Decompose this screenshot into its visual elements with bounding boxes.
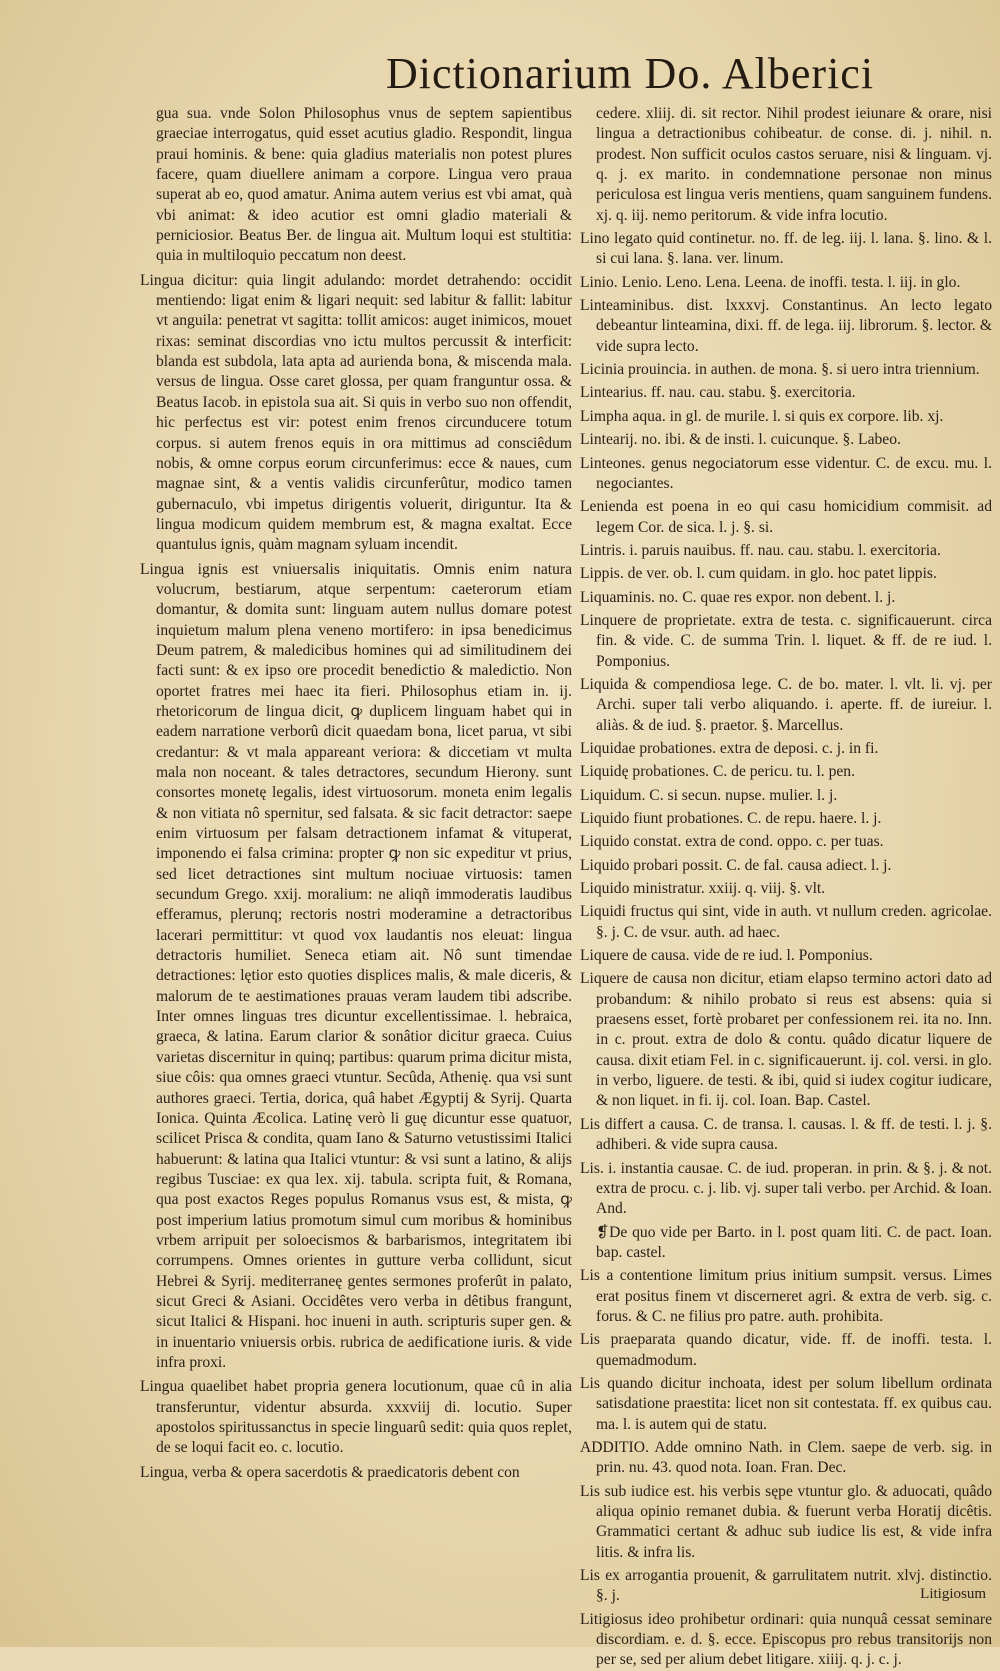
dictionary-entry: Liquere de causa. vide de re iud. l. Pomponius.: [580, 947, 873, 965]
dictionary-entry: Litigiosus ideo prohibetur ordinari: quia nunquâ cessat seminare discordiam. e. d. §. ecce. Episcopus pro rebus transitorijs non per se, sed per alium debet litigare. xiiij. q. j. c. j.: [580, 1610, 992, 1669]
dictionary-entry: Lis a contentione limitum prius initium sumpsit. versus. Limes erat positus finem vt discerneret agri. & extra de verb. sig. c. forus. & C. ne filius pro patre. auth. prohibita.: [580, 1267, 992, 1325]
dictionary-entry: Limpha aqua. in gl. de murile. l. si quis ex corpore. lib. xj.: [580, 407, 944, 425]
dictionary-entry: Lis. i. instantia causae. C. de iud. properan. in prin. & §. j. & not. extra de procu. c. j. lib. vj. super tali verbo. per Archid. & Ioan. And.: [580, 1159, 992, 1218]
right-column: [580, 104, 992, 1669]
dictionary-entry: Liquere de causa non dicitur, etiam elapso termino actori dato ad probandum: & nihilo probato si reus est absens: quia si praesens esset, fortè probaret per confessionem rei. ita no. Inn. in c. prout. extra de dolo & contu. quâdo dicatur liquere de causa. dixit etiam Fel. in c. significauerunt. ij. col. versi. in glo. in verbo, liguere. de testi. & ibi, quid si iudex cogitur iudicare, & non liquet. in fi. ij. col. Ioan. Bap. Castel.: [580, 970, 992, 1110]
dictionary-entry: Liquida & compendiosa lege. C. de bo. mater. l. vlt. li. vj. per Archi. super tali verbo aliquando. i. aperte. ff. de iureiur. l. aliàs. & de iud. §. praetor. §. Marcellus.: [580, 675, 992, 734]
dictionary-entry: Lingua dicitur: quia lingit adulando: mordet detrahendo: occidit mentiendo: ligat enim & ligari nequit: sed labitur & fallit: labitur vt anguila: penetrat vt sagitta: tollit amicos: auget inimicos, mouet rixas: seminat discordias vno ictu multos percussit & interficit: blanda est subdola, lata apta ad aurienda bona, & miscenda mala. versus de lingua. Osse caret glossa, per quam franguntur ossa. & Beatus Iacob. in epistola sua ait. Si quis in verbo suo non offendit, hic perfectus est vir: potest enim frenos circunducere totum corpus. si autem frenos equis in ora mittimus ad consciêdum nobis, & omne corpus eorum circunferimus: ecce & naues, cum magnae sint, & a ventis validis circunferûtur, modico tamen gubernaculo, vbi impetus dirigentis voluerit, diriguntur. Ita & lingua modicum quidem membrum est, & magna exaltat. Ecce quantulus ignis, quàm magnam syluam incendit.: [140, 271, 572, 554]
dictionary-entry: Lis sub iudice est. his verbis sępe vtuntur glo. & aduocati, quâdo aliqua opinio remanet dubia. & fuerunt verba Horatij dicêtis. Grammatici certant & adhuc sub iudice lis est, & vide infra litis. & infra lis.: [580, 1482, 992, 1561]
dictionary-entry: Lingua, verba & opera sacerdotis & praedicatoris debent con: [140, 1463, 520, 1481]
dictionary-entry: Lintris. i. paruis nauibus. ff. nau. cau. stabu. l. exercitoria.: [580, 541, 941, 559]
dictionary-entry: Lis praeparata quando dicatur, vide. ff. de inoffi. testa. l. quemadmodum.: [580, 1331, 992, 1369]
dictionary-entry: Lintearij. no. ibi. & de insti. l. cuicunque. §. Labeo.: [580, 431, 901, 449]
dictionary-entry: Lis ex arrogantia prouenit, & garrulitatem nutrit. xlvj. distinctio. §. j.: [580, 1567, 992, 1605]
dictionary-entry: Linteones. genus negociatorum esse videntur. C. de excu. mu. l. negociantes.: [580, 454, 992, 492]
dictionary-entry: Liquido probari possit. C. de fal. causa adiect. l. j.: [580, 856, 892, 874]
dictionary-entry: Liquido constat. extra de cond. oppo. c. per tuas.: [580, 833, 884, 851]
dictionary-entry: Liquido fiunt probationes. C. de repu. haere. l. j.: [580, 810, 882, 827]
dictionary-entry: cedere. xliij. di. sit rector. Nihil prodest ieiunare & orare, nisi lingua a detractionibus cohibeatur. de conse. di. j. nihil. n. prodest. Non sufficit oculos castos seruare, nisi & linguam. vj. q. j. ex marito. in condemnatione personae non minus periculosa est lingua veris mentiens, quam sanguinem fundens. xj. q. iij. nemo peritorum. & vide infra locutio.: [596, 105, 992, 224]
dictionary-entry: Lenienda est poena in eo qui casu homicidium commisit. ad legem Cor. de sica. l. j. §. si.: [580, 498, 992, 536]
dictionary-entry: Lingua quaelibet habet propria genera locutionum, quae cû in alia transferuntur, videntur absurda. xxxviij di. locutio. Super apostolos spiritussanctus in specie linguarû sedit: quia quos replet, de se loqui facit eo. c. locutio.: [140, 1378, 572, 1457]
page-title: Dictionarium Do. Alberici: [385, 49, 875, 98]
dictionary-entry: Linteaminibus. dist. lxxxvj. Constantinus. An lecto legato debeantur linteamina, dixi. ff. de lega. iij. librorum. §. lector. & vide supra lecto.: [580, 297, 992, 355]
dictionary-entry: Liquidi fructus qui sint, vide in auth. vt nullum creden. agricolae. §. j. C. de vsur. auth. ad haec.: [580, 903, 992, 941]
dictionary-entry: Lis quando dicitur inchoata, idest per solum libellum ordinata satisdatione praestita: licet non sit contestata. ff. ex quibus cau. ma. l. is autem qui de statu.: [580, 1374, 992, 1433]
dictionary-entry: Lino legato quid continetur. no. ff. de leg. iij. l. lana. §. lino. & l. si cui lana. §. lana. ver. linum.: [580, 230, 992, 268]
dictionary-entry: Linio. Lenio. Leno. Lena. Leena. de inoffi. testa. l. iij. in glo.: [580, 273, 961, 291]
dictionary-entry: ❡De quo vide per Barto. in l. post quam liti. C. de pact. Ioan. bap. castel.: [596, 1223, 992, 1261]
catchword: Litigiosum: [920, 1586, 986, 1602]
dictionary-entry: Liquidae probationes. extra de deposi. c. j. in fi.: [580, 739, 879, 757]
dictionary-entry: Lippis. de ver. ob. l. cum quidam. in glo. hoc patet lippis.: [580, 565, 937, 583]
dictionary-entry: Licinia prouincia. in authen. de mona. §. si uero intra triennium.: [580, 361, 980, 379]
page-header: [0, 48, 1000, 108]
dictionary-entry: Lis differt a causa. C. de transa. l. causas. l. & ff. de testi. l. j. §. adhiberi. & vide supra causa.: [580, 1115, 992, 1154]
dictionary-entry: Liquidę probationes. C. de pericu. tu. l. pen.: [580, 763, 855, 781]
dictionary-entry: gua sua. vnde Solon Philosophus vnus de septem sapientibus graeciae interrogatus, quid esset acutius gladio. Respondit, lingua praui hominis. & bene: quia gladius materialis non potest plures facere, quam diuellere animam a corpore. Lingua vero praua superat ab eo, quod amatur. Anima autem verius est vbi amat, quà vbi animat: & ideo acutior est omni gladio materiali & perniciosior. Beatus Ber. de lingua ait. Multum loqui est stultitia: quia in multiloquio peccatum non deest.: [156, 105, 572, 265]
dictionary-entry: Lingua ignis est vniuersalis iniquitatis. Omnis enim natura volucrum, bestiarum, atque serpentum: caeterorum etiam domantur, & domita sunt: linguam autem nullus domare potest inquietum malum plena veneno mortifero: in ipsa benedicimus Deum patrem, & maledicibus homines qui ad similitudinem dei facti sunt: & ex ipso ore procedit benedictio & maledictio. Non oportet fratres mei haec ita fieri. Philosophus etiam in. ij. rhetoricorum de lingua dicit, ꝙ duplicem linguam habet qui in eadem narratione verborû dicit quaedam bona, licet parua, vt sibi credantur: & vt mala appareant veriora: & diccetiam vt multa mala non noceant. & tales detractores, secundum Hierony. sunt consortes monetę legalis, idest virtuosorum. moneta enim legalis & non vitiata nô spernitur, sed falsata. & sic facit detractor: saepe enim virtuosum per falsam detractionem infamat & vituperat, imponendo ei falsa crimina: propter ꝙ non sic expeditur vt prius, sed licet detractiones sint multum nociuae virtuosis: tamen secundum Grego. xxij. moralium: ne aliqñ immoderatis laudibus efferamus, plerunq; rectoris nostri moderamine a detractoribus lacerari permittitur: vt quod vox laudantis nos eleuat: lingua detractoris humiliet. Seneca etiam ait. Nô sunt timendae detractiones: lętior esto quoties displices malis, & male diceris, & malorum de te aestimationes prauas veram laudem tibi adscribe. Inter omnes linguas tres dicuntur excellentissimae. l. hebraica, graeca, & latina. Earum clarior & sonâtior dicitur graeca. Cuius varietas discernitur in quinq; partibus: quarum prima dicitur mista, siue côis: qua omnes graeci vtuntur. Secûda, Athenię. qua vsi sunt authores graeci. Tertia, dorica, quâ habet Ægyptij & Syrij. Quarta Ionica. Quinta Æcolica. Latinę verò li guę dicuntur esse quatuor, scilicet Prisca & condita, quam Iano & Saturno vetustissimi Italici habuerunt: & latina qua Italici vtuntur: & vsi sunt a latino, & alijs regibus Tusciae: ex qua lex. xij. tabula. scripta fuit, & Romana, qua post exactos Reges populus Romanus vsus est, & mista, ꝙ post imperium latius promotum simul cum moribus & hominibus vrbem arripuit per soloecismos & barbarismos, integritatem ibi corrumpens. Omnes orientes in gutture verba collidunt, sicut Hebrei & Syrij. mediterraneę gentes sermones proferût in palato, sicut Greci & Asiani. Occidêtes vero verba in dêtibus frangunt, sicut Italici & Hispani. hoc inueni in auth. scripturis super gen. & in inuentario vniuersis orbis. rubrica de aedificatione iuris. & vide infra proxi.: [140, 560, 572, 1371]
left-column: [140, 104, 572, 1607]
dictionary-entry: Liquaminis. no. C. quae res expor. non debent. l. j.: [580, 588, 896, 606]
dictionary-entry: ADDITIO. Adde omnino Nath. in Clem. saepe de verb. sig. in prin. nu. 43. quod nota. Ioan. Fran. Dec.: [580, 1438, 992, 1477]
dictionary-entry: Lintearius. ff. nau. cau. stabu. §. exercitoria.: [580, 384, 856, 402]
dictionary-entry: Liquidum. C. si secun. nupse. mulier. l. j.: [580, 786, 838, 804]
dictionary-entry: Linquere de proprietate. extra de testa. c. significauerunt. circa fin. & vide. C. de summa Trin. l. liquet. & ff. de re iud. l. Pomponius.: [580, 611, 992, 670]
dictionary-entry: Liquido ministratur. xxiij. q. viij. §. vlt.: [580, 880, 826, 898]
